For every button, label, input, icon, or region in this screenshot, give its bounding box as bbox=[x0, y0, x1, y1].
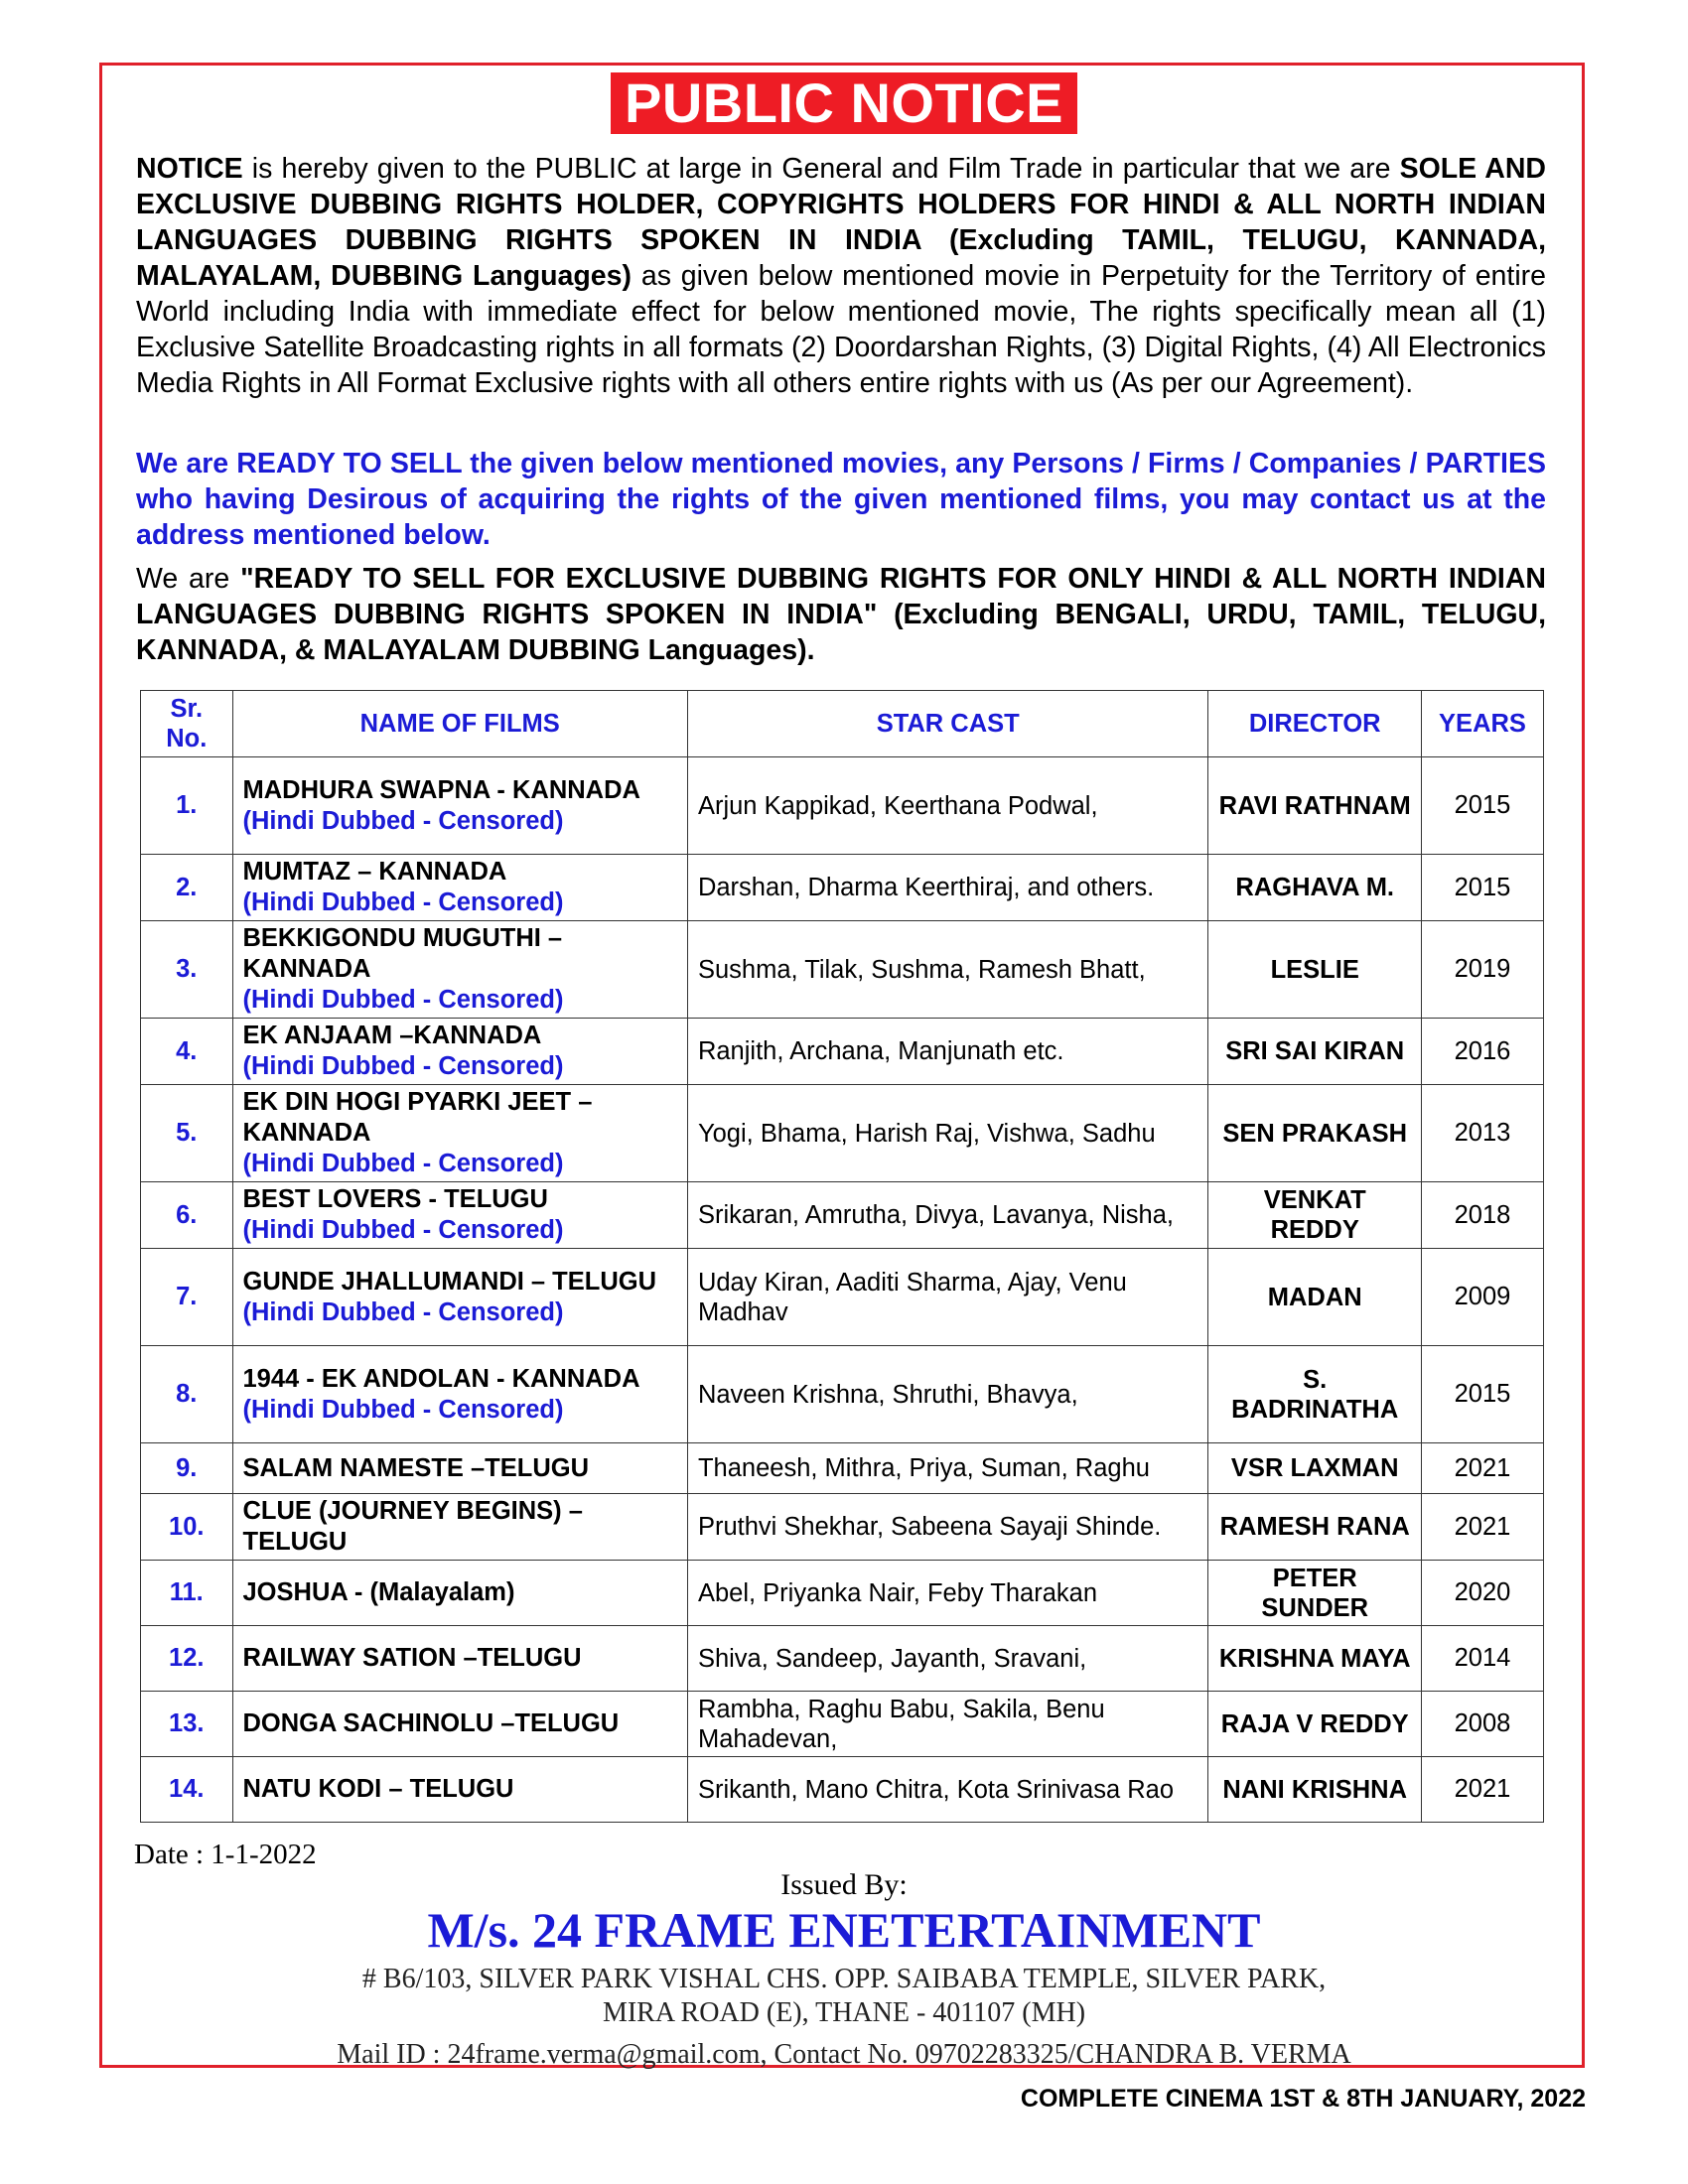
film-name: BEKKIGONDU MUGUTHI – KANNADA bbox=[242, 924, 563, 983]
film-name-cell bbox=[232, 1346, 687, 1443]
film-name: EK DIN HOGI PYARKI JEET – KANNADA bbox=[242, 1088, 593, 1147]
film-name-cell bbox=[232, 1561, 687, 1626]
address-line-1: # B6/103, SILVER PARK VISHAL CHS. OPP. SAIBABA TEMPLE, SILVER PARK, bbox=[361, 1964, 1327, 1994]
film-director: SEN PRAKASH bbox=[1208, 1085, 1421, 1182]
film-year: 2020 bbox=[1421, 1561, 1543, 1626]
film-star-cast: Thaneesh, Mithra, Priya, Suman, Raghu bbox=[687, 1443, 1208, 1494]
film-director: MADAN bbox=[1208, 1249, 1421, 1346]
table-row bbox=[141, 1692, 1544, 1757]
film-dub-status: (Hindi Dubbed - Censored) bbox=[242, 1052, 564, 1080]
film-name-cell bbox=[232, 757, 687, 855]
film-sr-no: 13. bbox=[141, 1692, 233, 1757]
film-sr-no: 2. bbox=[141, 855, 233, 921]
table-row bbox=[141, 1346, 1544, 1443]
film-name-cell bbox=[232, 1019, 687, 1085]
film-name-cell bbox=[232, 921, 687, 1019]
film-sr-no: 9. bbox=[141, 1443, 233, 1494]
table-row bbox=[141, 1626, 1544, 1692]
film-year: 2019 bbox=[1421, 921, 1543, 1019]
table-row bbox=[141, 1019, 1544, 1085]
company-name: M/s. 24 FRAME ENETERTAINMENT bbox=[427, 1902, 1261, 1958]
film-name: MADHURA SWAPNA - KANNADA bbox=[242, 775, 640, 804]
film-name: BEST LOVERS - TELUGU bbox=[242, 1185, 548, 1213]
film-sr-no: 4. bbox=[141, 1019, 233, 1085]
table-row bbox=[141, 1085, 1544, 1182]
film-name: NATU KODI – TELUGU bbox=[242, 1775, 514, 1803]
film-name: JOSHUA - (Malayalam) bbox=[242, 1578, 515, 1606]
film-name-cell bbox=[232, 1249, 687, 1346]
film-year: 2021 bbox=[1421, 1757, 1543, 1823]
film-sr-no: 5. bbox=[141, 1085, 233, 1182]
film-year: 2018 bbox=[1421, 1182, 1543, 1249]
film-sr-no: 3. bbox=[141, 921, 233, 1019]
table-row bbox=[141, 1443, 1544, 1494]
notice-paragraph-2: We are READY TO SELL the given below mentioned movies, any Persons / Firms / Companies / PARTIES who having Desirous of acquiring the rights of the given mentioned films, you may contact us at the address mentioned below. bbox=[136, 448, 1546, 551]
notice-title: PUBLIC NOTICE bbox=[611, 72, 1077, 134]
film-year: 2015 bbox=[1421, 855, 1543, 921]
table-row bbox=[141, 1249, 1544, 1346]
film-name: RAILWAY SATION –TELUGU bbox=[242, 1644, 582, 1672]
film-star-cast: Srikanth, Mano Chitra, Kota Srinivasa Rao bbox=[687, 1757, 1208, 1823]
film-director: SRI SAI KIRAN bbox=[1208, 1019, 1421, 1085]
film-name: 1944 - EK ANDOLAN - KANNADA bbox=[242, 1364, 640, 1393]
film-year: 2021 bbox=[1421, 1443, 1543, 1494]
film-star-cast: Arjun Kappikad, Keerthana Podwal, bbox=[687, 757, 1208, 855]
film-name-cell bbox=[232, 855, 687, 921]
film-star-cast: Pruthvi Shekhar, Sabeena Sayaji Shinde. bbox=[687, 1494, 1208, 1561]
film-star-cast: Shiva, Sandeep, Jayanth, Sravani, bbox=[687, 1626, 1208, 1692]
contact-line: Mail ID : 24frame.verma@gmail.com, Contact No. 09702283325/CHANDRA B. VERMA bbox=[337, 2039, 1351, 2070]
film-director: RAGHAVA M. bbox=[1208, 855, 1421, 921]
header-name: NAME OF FILMS bbox=[232, 691, 687, 757]
para3-bold-1: "READY TO SELL FOR EXCLUSIVE DUBBING RIGHTS FOR ONLY HINDI & ALL NORTH INDIAN LANGUAGES DUBBING RIGHTS SPOKEN IN INDIA" (Excluding BENGALI, URDU, TAMIL, TELUGU, KANNADA, & MALAYALAM DUBBING Languages). bbox=[136, 563, 1546, 666]
film-name-cell bbox=[232, 1626, 687, 1692]
film-sr-no: 14. bbox=[141, 1757, 233, 1823]
film-name-cell bbox=[232, 1443, 687, 1494]
film-name: CLUE (JOURNEY BEGINS) – TELUGU bbox=[242, 1497, 583, 1556]
film-name-cell bbox=[232, 1692, 687, 1757]
film-year: 2014 bbox=[1421, 1626, 1543, 1692]
film-year: 2013 bbox=[1421, 1085, 1543, 1182]
film-year: 2016 bbox=[1421, 1019, 1543, 1085]
film-star-cast: Uday Kiran, Aaditi Sharma, Ajay, Venu Madhav bbox=[687, 1249, 1208, 1346]
film-star-cast: Yogi, Bhama, Harish Raj, Vishwa, Sadhu bbox=[687, 1085, 1208, 1182]
film-dub-status: (Hindi Dubbed - Censored) bbox=[242, 1297, 564, 1326]
film-director: VSR LAXMAN bbox=[1208, 1443, 1421, 1494]
notice-paragraph-1 bbox=[136, 151, 1546, 401]
film-director: RAMESH RANA bbox=[1208, 1494, 1421, 1561]
film-sr-no: 1. bbox=[141, 757, 233, 855]
title-wrap bbox=[0, 72, 1688, 134]
film-dub-status: (Hindi Dubbed - Censored) bbox=[242, 1395, 564, 1424]
header-cast: STAR CAST bbox=[687, 691, 1208, 757]
film-director: RAVI RATHNAM bbox=[1208, 757, 1421, 855]
film-name-cell bbox=[232, 1085, 687, 1182]
address-line-2: MIRA ROAD (E), THANE - 401107 (MH) bbox=[602, 1997, 1086, 2028]
table-row bbox=[141, 1182, 1544, 1249]
film-director: S. BADRINATHA bbox=[1208, 1346, 1421, 1443]
table-row bbox=[141, 855, 1544, 921]
table-header-row bbox=[141, 691, 1544, 757]
para3-text-1: We are bbox=[136, 563, 241, 595]
films-table-body bbox=[141, 757, 1544, 1823]
publication-footer: COMPLETE CINEMA 1ST & 8TH JANUARY, 2022 bbox=[1020, 2085, 1586, 2113]
film-dub-status: (Hindi Dubbed - Censored) bbox=[242, 1150, 564, 1177]
film-name: EK ANJAAM –KANNADA bbox=[242, 1022, 542, 1049]
film-star-cast: Sushma, Tilak, Sushma, Ramesh Bhatt, bbox=[687, 921, 1208, 1019]
film-sr-no: 7. bbox=[141, 1249, 233, 1346]
film-name: GUNDE JHALLUMANDI – TELUGU bbox=[242, 1267, 657, 1296]
film-name: SALAM NAMESTE –TELUGU bbox=[242, 1453, 590, 1482]
film-star-cast: Srikaran, Amrutha, Divya, Lavanya, Nisha, bbox=[687, 1182, 1208, 1249]
header-sr-label: Sr. No. bbox=[166, 695, 208, 752]
film-director: KRISHNA MAYA bbox=[1208, 1626, 1421, 1692]
film-sr-no: 10. bbox=[141, 1494, 233, 1561]
para1-text-1: is hereby given to the PUBLIC at large in General and Film Trade in particular that we are bbox=[242, 153, 1400, 185]
film-star-cast: Rambha, Raghu Babu, Sakila, Benu Mahadevan, bbox=[687, 1692, 1208, 1757]
film-dub-status: (Hindi Dubbed - Censored) bbox=[242, 986, 564, 1014]
header-sr bbox=[141, 691, 233, 757]
film-name-cell bbox=[232, 1757, 687, 1823]
film-year: 2009 bbox=[1421, 1249, 1543, 1346]
film-name-cell bbox=[232, 1494, 687, 1561]
film-sr-no: 8. bbox=[141, 1346, 233, 1443]
notice-paragraph-3 bbox=[136, 561, 1546, 668]
table-row bbox=[141, 1494, 1544, 1561]
para1-bold-1: SOLE AND EXCLUSIVE DUBBING RIGHTS HOLDER, COPYRIGHTS HOLDERS FOR HINDI & ALL NORTH INDIAN LANGUAGES DUBBING RIGHTS SPOKEN IN INDIA (Excluding TAMIL, TELUGU, KANNADA, MALAYALAM, DUBBING Languages) bbox=[136, 153, 1546, 292]
table-row bbox=[141, 1757, 1544, 1823]
film-star-cast: Ranjith, Archana, Manjunath etc. bbox=[687, 1019, 1208, 1085]
film-director: NANI KRISHNA bbox=[1208, 1757, 1421, 1823]
film-star-cast: Abel, Priyanka Nair, Feby Tharakan bbox=[687, 1561, 1208, 1626]
notice-date: Date : 1-1-2022 bbox=[134, 1839, 317, 1870]
table-row bbox=[141, 1561, 1544, 1626]
film-year: 2008 bbox=[1421, 1692, 1543, 1757]
film-star-cast: Naveen Krishna, Shruthi, Bhavya, bbox=[687, 1346, 1208, 1443]
issued-by: Issued By: bbox=[780, 1868, 908, 1901]
table-row bbox=[141, 921, 1544, 1019]
film-year: 2021 bbox=[1421, 1494, 1543, 1561]
film-name-cell bbox=[232, 1182, 687, 1249]
film-dub-status: (Hindi Dubbed - Censored) bbox=[242, 806, 564, 835]
film-director: LESLIE bbox=[1208, 921, 1421, 1019]
film-dub-status: (Hindi Dubbed - Censored) bbox=[242, 1216, 564, 1244]
film-sr-no: 11. bbox=[141, 1561, 233, 1626]
header-years: YEARS bbox=[1421, 691, 1543, 757]
film-star-cast: Darshan, Dharma Keerthiraj, and others. bbox=[687, 855, 1208, 921]
film-sr-no: 6. bbox=[141, 1182, 233, 1249]
film-dub-status: (Hindi Dubbed - Censored) bbox=[242, 888, 564, 916]
para1-text-2: as given below mentioned movie in Perpetuity for the Territory of entire World including India with immediate effect for below mentioned movie, The rights specifically mean all (1) Exclusive Satellite Broadcasting rights in all formats (2) Doordarshan Rights, (3) Digital Rights, (4) All Electronics Media Rights in All Format Exclusive rights with all others entire rights with us (As per our Agreement). bbox=[136, 260, 1546, 399]
film-director: PETER SUNDER bbox=[1208, 1561, 1421, 1626]
film-year: 2015 bbox=[1421, 1346, 1543, 1443]
film-name: DONGA SACHINOLU –TELUGU bbox=[242, 1709, 620, 1737]
header-director: DIRECTOR bbox=[1208, 691, 1421, 757]
film-director: RAJA V REDDY bbox=[1208, 1692, 1421, 1757]
film-year: 2015 bbox=[1421, 757, 1543, 855]
film-name: MUMTAZ – KANNADA bbox=[242, 858, 507, 886]
films-table bbox=[140, 690, 1544, 1823]
table-row bbox=[141, 757, 1544, 855]
film-sr-no: 12. bbox=[141, 1626, 233, 1692]
notice-lead: NOTICE bbox=[136, 153, 243, 185]
film-director: VENKAT REDDY bbox=[1208, 1182, 1421, 1249]
